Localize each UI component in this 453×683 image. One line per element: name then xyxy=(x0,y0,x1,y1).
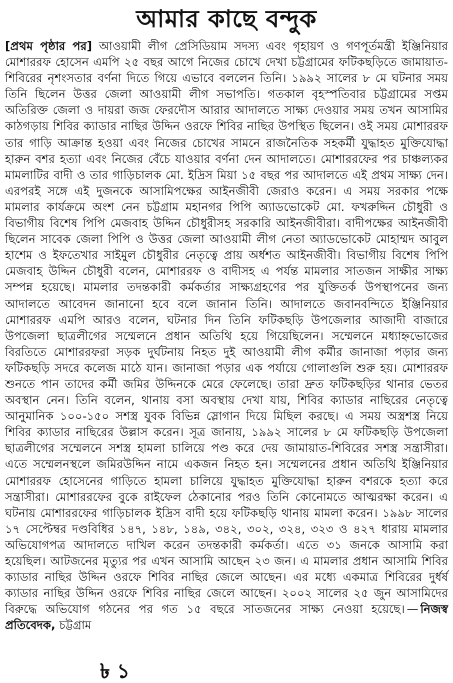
cut-off-footer-fragment: ৳ ১ xyxy=(100,659,130,683)
headline: আমার কাছে বন্দুক xyxy=(136,5,317,33)
byline: নিজস্ব প্রতিবেদক, xyxy=(5,602,448,633)
continuation-marker: [প্রথম পৃষ্ঠার পর] xyxy=(5,39,93,53)
end-dash: — xyxy=(406,602,419,617)
dateline: চট্টগ্রাম xyxy=(59,618,92,633)
article-body xyxy=(5,38,448,633)
article-text: আওয়ামী লীগ প্রেসিডিয়াম সদস্য এবং গৃহায়ণ ও গণপূর্তমন্ত্রী ইঞ্জিনিয়ার মোশাররফ হোসেন এমপি ২৫ বছর আগে নিজের চোখে দেখা চট্টগ্রামের ফটিকছড়িতে জামায়াত-শিবিরের নৃশংসতার বর্ণনা দিতে গিয়ে এভাবে বললেন তিনি। ১৯৯২ সালের ৮ মে ঘটনার সময় তিনি ছিলেন উত্তর জেলা আওয়ামী লীগ সভাপতি। গতকাল বৃহস্পতিবার চট্টগ্রামের সপ্তম অতিরিক্ত জেলা ও দায়রা জজ ফেরদৌস আরার আদালতে সাক্ষ্য দেওয়ার সময় তখন আসামির কাঠগড়ায় শিবির ক্যাডার নাছির উদ্দিন ওরফে শিবির নাছির উপস্থিত ছিলেন। ওই সময় মোশাররফ তার গাড়ি আক্রান্ত হওয়া এবং নিজের চোখের সামনে রাজনৈতিক সহকর্মী যুদ্ধাহত মুক্তিযোদ্ধা হারুন বশর হত্যা এবং নিজের বেঁচে যাওয়ার বর্ণনা দেন আদালতে। মোশাররফের পর চাঞ্চল্যকর মামলাটির বাদী ও তার গাড়িচালক মো. ইদ্রিস মিয়া ১৫ বছর পর আদালতে এই প্রথম সাক্ষ্য দেন। এরপরই সঙ্গে এই দুজনকে আসামিপক্ষের আইনজীবী জেরাও করেন। এ সময় সরকার পক্ষে মামলার কার্যক্রমে অংশ নেন চট্টগ্রাম মহানগর পিপি অ্যাডভোকেট মো. ফখরুদ্দিন চৌধুরী ও বিভাগীয় বিশেষ পিপি মেজবাহ উদ্দিন চৌধুরীসহ সরকারি আইনজীবীরা। বাদীপক্ষের আইনজীবী ছিলেন সাবেক জেলা পিপি ও উত্তর জেলা আওয়ামী লীগ নেতা অ্যাডভোকেট মোহাম্মদ আবুল হাশেম ও ইফতেখার সাইমুল চৌধুরীর নেতৃত্বে প্রায় অর্ধশত আইনজীবী। বিভাগীয় বিশেষ পিপি মেজবাহ উদ্দিন চৌধুরী বলেন, মোশাররফ ও বাদীসহ এ পর্যন্ত মামলার সাতজন সাক্ষীর সাক্ষ্য সম্পন্ন হয়েছে। মামলার তদন্তকারী কর্মকর্তার সাক্ষ্যগ্রহণের পর যুক্তিতর্ক উপস্থাপনের জন্য আদালতে আবেদন জানানো হবে বলে জানান তিনি। আদালতে জবানবন্দিতে ইঞ্জিনিয়ার মোশাররফ এমপি আরও বলেন, ঘটনার দিন তিনি ফটিকছড়ি উপজেলার আজাদী বাজারে উপজেলা ছাত্রলীগের সম্মেলনে প্রধান অতিথি হয়ে গিয়েছিলেন। সম্মেলনে মধ্যাহ্নভোজের বিরতিতে মোশাররফরা সড়ক দুর্ঘটনায় নিহত দুই আওয়ামী লীগ কর্মীর জানাজা পড়ার জন্য ফটিকছড়ি সদরে কলেজ মাঠে যান। জানাজা পড়ার এক পর্যায়ে গোলাগুলি শুরু হয়। মোশাররফ শুনতে পান তাদের কর্মী জমির উদ্দিনকে মেরে ফেলেছে। তারা দ্রুত ফটিকছড়ির থানার ভেতর অবস্থান নেন। তিনি বলেন, থানায় বসা অবস্থায় দেখা যায়, শিবির ক্যাডার নাছিরের নেতৃত্বে আনুমানিক ১০০-১৫০ সশস্ত্র যুবক বিভিন্ন স্লোগান দিয়ে মিছিল করছে। এ সময় অস্ত্রশস্ত্র নিয়ে শিবির ক্যাডার নাছিরের উল্লাস করেন। সূত্র জানায়, ১৯৯২ সালের ৮ মে ফটিকছড়ি উপজেলা ছাত্রলীগের সম্মেলনে সশস্ত্র হামলা চালিয়ে পণ্ড করে দেয় জামায়াত-শিবিরের সশস্ত্র সন্ত্রাসীরা। এতে সম্মেলনস্থলে জমিরউদ্দিন নামে একজন নিহত হন। সম্মেলনের প্রধান অতিথি ইঞ্জিনিয়ার মোশাররফ হোসেনের গাড়িতে হামলা চালিয়ে যুদ্ধাহত মুক্তিযোদ্ধা হারুন বশরকে হত্যা করে সন্ত্রাসীরা। মোশাররফের বুকে রাইফেল ঠেকানোর পরও তিনি কোনোমতে আত্মরক্ষা করেন। এ ঘটনায় মোশাররফের গাড়িচালক ইদ্রিস বাদী হয়ে ফটিকছড়ি থানায় মামলা করেন। ১৯৯৮ সালের ১৭ সেপ্টেম্বর দণ্ডবিধির ১৪৭, ১৪৮, ১৪৯, ৩৪২, ৩০২, ৩২৪, ৩২৩ ও ৪২৭ ধারায় মামলার অভিযোগপত্র আদালতে দাখিল করেন তদন্তকারী কর্মকর্তা। এতে ৩১ জনকে আসামি করা হয়েছিল। আটজনের মৃত্যুর পর এখন আসামি আছেন ২৩ জন। এ মামলার প্রধান আসামি শিবির ক্যাডার নাছির উদ্দিন ওরফে শিবির নাছির জেলে আছেন। এর মধ্যে একমাত্র শিবিরের দুর্ধর্ষ ক্যাডার নাছির উদ্দিন ওরফে শিবির নাছির জেলে আছেন। ২০০২ সালের ২৫ জুন আসামিদের বিরুদ্ধে অভিযোগ গঠনের পর গত ১৫ বছরে সাতজনের সাক্ষ্য নেওয়া হয়েছে। xyxy=(5,39,448,617)
